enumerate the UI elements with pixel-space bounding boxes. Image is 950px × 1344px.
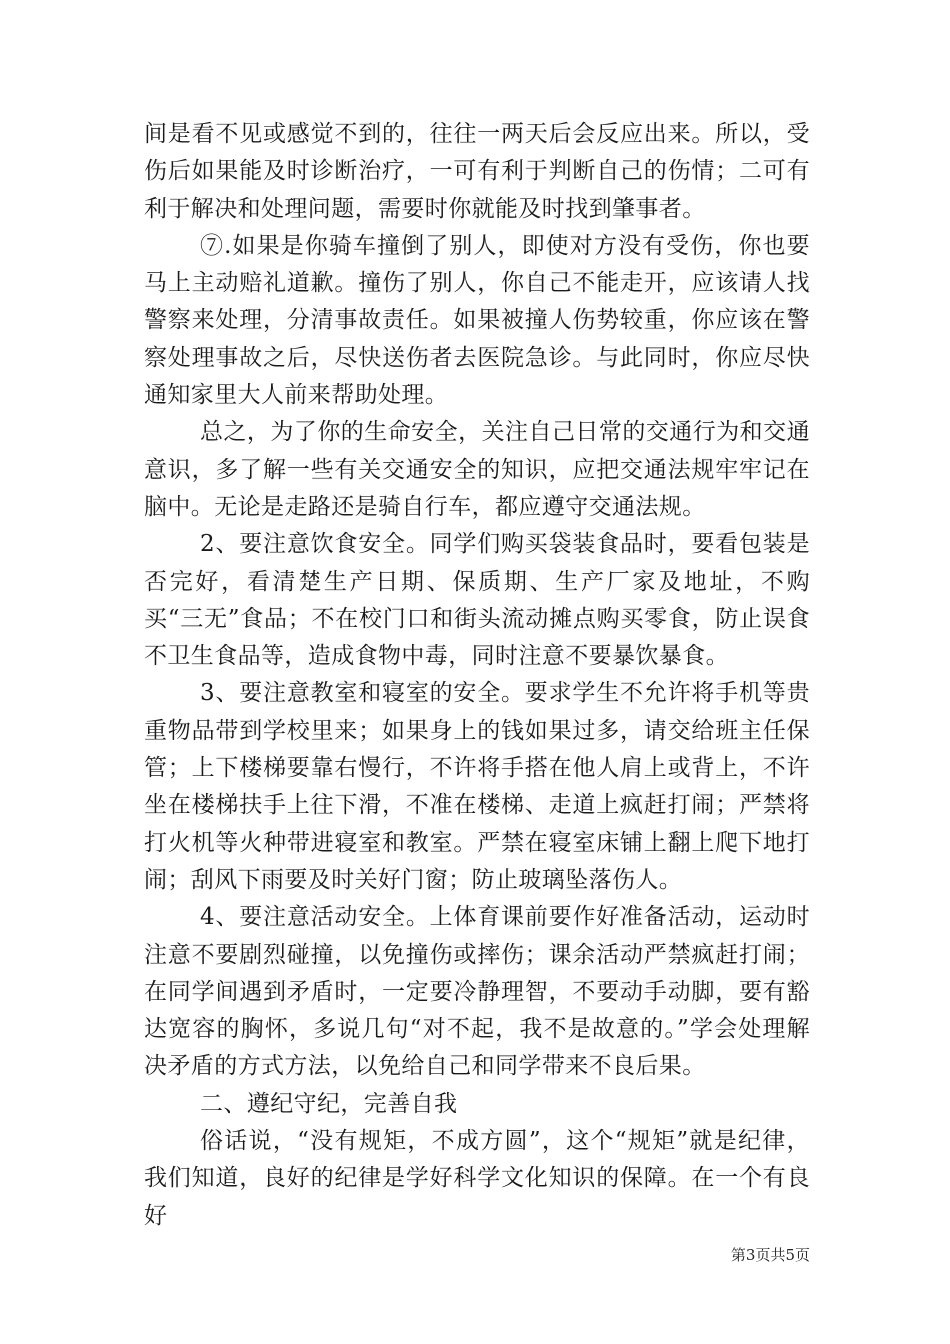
document-body [144,116,810,1235]
paragraph-cycling-accident: ⑦.如果是你骑车撞倒了别人，即使对方没有受伤，你也要马上主动赔礼道歉。撞伤了别人，你自己不能走开，应该请人找警察来处理，分清事故责任。如果被撞人伤势较重，你应该在警察处理事故之后，尽快送伤者去医院急诊。与此同时，你应尽快通知家里大人前来帮助处理。 [144,232,810,409]
paragraph-activity-safety: 4、要注意活动安全。上体育课前要作好准备活动，运动时注意不要剧烈碰撞，以免撞伤或摔伤；课余活动严禁疯赶打闹；在同学间遇到矛盾时，一定要冷静理智，不要动手动脚，要有豁达宽容的胸怀，多说几句“对不起，我不是故意的。”学会处理解决矛盾的方式方法，以免给自己和同学带来不良后果。 [144,904,810,1080]
paragraph-food-safety: 2、要注意饮食安全。同学们购买袋装食品时，要看包装是否完好，看清楚生产日期、保质期、生产厂家及地址，不购买“三无”食品；不在校门口和街头流动摊点购买零食，防止误食不卫生食品等，造成食物中毒，同时注意不要暴饮暴食。 [144,531,810,670]
paragraph-continuation: 间是看不见或感觉不到的，往往一两天后会反应出来。所以，受伤后如果能及时诊断治疗，一可有利于判断自己的伤情；二可有利于解决和处理问题，需要时你就能及时找到肇事者。 [144,121,810,222]
paragraph-traffic-summary: 总之，为了你的生命安全，关注自己日常的交通行为和交通意识，多了解一些有关交通安全的知识，应把交通法规牢牢记在脑中。无论是走路还是骑自行车，都应遵守交通法规。 [144,419,810,520]
paragraph-discipline-intro: 俗话说，“没有规矩，不成方圆”，这个“规矩”就是纪律，我们知道，良好的纪律是学好科学文化知识的保障。在一个有良好 [144,1128,810,1229]
paragraph-classroom-dorm-safety: 3、要注意教室和寝室的安全。要求学生不允许将手机等贵重物品带到学校里来；如果身上的钱如果过多，请交给班主任保管；上下楼梯要靠右慢行，不许将手搭在他人肩上或背上，不许坐在楼梯扶手上往下滑，不准在楼梯、走道上疯赶打闹；严禁将打火机等火种带进寝室和教室。严禁在寝室床铺上翻上爬下地打闹；刮风下雨要及时关好门窗；防止玻璃坠落伤人。 [144,680,810,893]
page-number-footer: 第3页共5页 [730,1246,810,1264]
section-heading-discipline: 二、遵纪守纪，完善自我 [200,1090,458,1117]
